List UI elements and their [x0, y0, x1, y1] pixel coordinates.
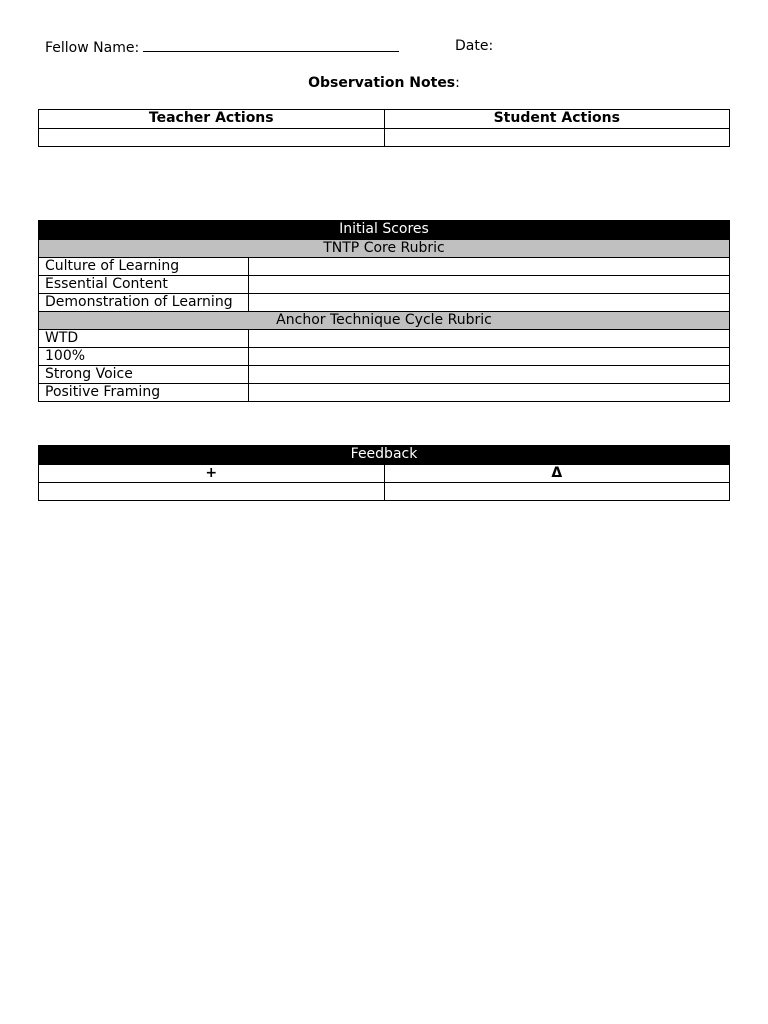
teacher-actions-cell[interactable] [39, 129, 385, 147]
score-cell[interactable] [249, 348, 730, 366]
date-field [455, 37, 493, 55]
observation-notes-title [0, 74, 768, 92]
score-label: Strong Voice [39, 366, 249, 384]
score-label: 100% [39, 348, 249, 366]
score-row [39, 276, 730, 294]
score-row [39, 366, 730, 384]
score-cell[interactable] [249, 276, 730, 294]
score-cell[interactable] [249, 294, 730, 312]
fellow-name-blank[interactable] [143, 37, 399, 52]
delta-header: Δ [384, 465, 730, 483]
observation-notes-colon: : [455, 75, 460, 91]
plus-header: + [39, 465, 385, 483]
initial-scores-title: Initial Scores [39, 221, 730, 240]
score-cell[interactable] [249, 366, 730, 384]
observation-entry-row [39, 129, 730, 147]
score-label: Demonstration of Learning [39, 294, 249, 312]
score-cell[interactable] [249, 258, 730, 276]
score-label: Culture of Learning [39, 258, 249, 276]
date-label: Date: [455, 38, 494, 54]
tntp-core-rubric-heading: TNTP Core Rubric [39, 240, 730, 258]
delta-feedback-cell[interactable] [384, 483, 730, 501]
observation-header-row [39, 110, 730, 129]
fellow-name-label: Fellow Name: [45, 40, 140, 56]
teacher-actions-header: Teacher Actions [39, 110, 385, 129]
student-actions-header: Student Actions [384, 110, 730, 129]
score-row [39, 258, 730, 276]
feedback-table [38, 445, 730, 501]
initial-scores-table [38, 220, 730, 402]
observation-notes-heading: Observation Notes [308, 75, 456, 91]
score-row [39, 384, 730, 402]
score-cell[interactable] [249, 330, 730, 348]
score-label: Positive Framing [39, 384, 249, 402]
fellow-name-field [45, 37, 399, 57]
anchor-technique-rubric-heading: Anchor Technique Cycle Rubric [39, 312, 730, 330]
score-label: Essential Content [39, 276, 249, 294]
student-actions-cell[interactable] [384, 129, 730, 147]
score-row [39, 294, 730, 312]
score-label: WTD [39, 330, 249, 348]
plus-feedback-cell[interactable] [39, 483, 385, 501]
feedback-title: Feedback [39, 446, 730, 465]
score-cell[interactable] [249, 384, 730, 402]
observation-notes-table [38, 109, 730, 147]
score-row [39, 348, 730, 366]
score-row [39, 330, 730, 348]
